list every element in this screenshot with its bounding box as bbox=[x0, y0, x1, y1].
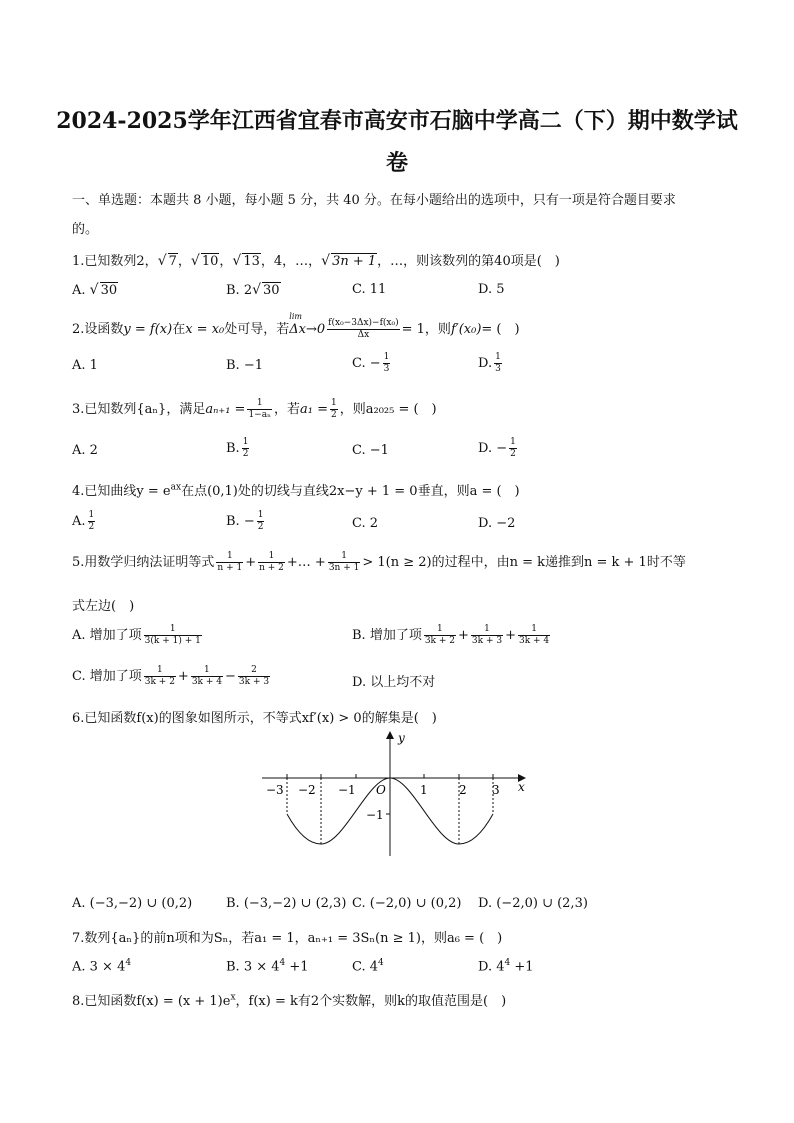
question-5-stem: 5.用数学归纳法证明等式 $\frac{1}{n + 1}$ + $\frac{1}{n + 2}$ +… + $\frac{1}{3n + 1}$ > 1(n ≥ 2)的过程中，由n = k递推到n = k + 1时不等 bbox=[72, 551, 686, 573]
question-2-stem: 2.设函数y = f(x)在x = x₀处可导，若 lim Δx→0 $\frac{\text{f(x₀−3Δx)−f(x₀)}}{\Delta x}$ = 1，则f′(x₀)= ( ) bbox=[72, 312, 520, 340]
question-3-option-d[interactable]: D. − $\frac{1}{2}$ bbox=[478, 437, 516, 459]
y-tick-neg1: −1 bbox=[366, 808, 384, 822]
question-4-option-b[interactable]: B. − $\frac{1}{2}$ bbox=[226, 510, 264, 532]
question-2-option-d[interactable]: D. $\frac{1}{3}$ bbox=[478, 352, 501, 374]
question-6-option-d[interactable]: D. (−2,0) ∪ (2,3) bbox=[478, 896, 588, 911]
question-5-stem-line-2: 式左边( ) bbox=[72, 599, 135, 614]
section-header-line-2: 的。 bbox=[72, 222, 99, 237]
question-1-stem: 1.已知数列2，√ 7，√ 10，√ 13，4，…，√ 3n + 1，…，则该数列的第40项是( ) bbox=[72, 253, 560, 269]
origin-label: O bbox=[376, 783, 386, 797]
question-5-option-d[interactable]: D. 以上均不对 bbox=[352, 675, 436, 690]
tick-neg3: −3 bbox=[266, 783, 284, 797]
question-2-option-b[interactable]: B. −1 bbox=[226, 358, 263, 373]
question-7-stem: 7.数列{aₙ}的前n项和为Sₙ，若a₁ = 1，aₙ₊₁ = 3Sₙ(n ≥ 1)，则a₆ = ( ) bbox=[72, 931, 503, 946]
tick-2: 2 bbox=[459, 783, 467, 797]
question-6-option-c[interactable]: C. (−2,0) ∪ (0,2) bbox=[352, 896, 462, 911]
tick-neg2: −2 bbox=[298, 783, 316, 797]
question-5-option-b[interactable]: B. 增加了项 $\frac{1}{3k + 2}$ + $\frac{1}{3k + 3}$ + $\frac{1}{3k + 4}$ bbox=[352, 624, 550, 646]
question-6-stem: 6.已知函数f(x)的图象如图所示，不等式xf′(x) > 0的解集是( ) bbox=[72, 711, 437, 726]
question-3-option-a[interactable]: A. 2 bbox=[72, 443, 98, 458]
question-4-option-c[interactable]: C. 2 bbox=[352, 516, 379, 531]
tick-3: 3 bbox=[492, 783, 500, 797]
question-1-option-b[interactable]: B. 2√ 30 bbox=[226, 282, 280, 298]
question-3-option-b[interactable]: B. $\frac{1}{2}$ bbox=[226, 437, 249, 459]
y-axis-label: y bbox=[398, 731, 405, 745]
question-7-option-a[interactable]: A. $3 \times 4^4$ bbox=[72, 958, 132, 975]
question-6-option-b[interactable]: B. (−3,−2) ∪ (2,3) bbox=[226, 896, 347, 911]
question-1-option-a[interactable]: A. √ 30 bbox=[72, 282, 118, 298]
question-4-option-d[interactable]: D. −2 bbox=[478, 516, 516, 531]
title-line-1: 2024-2025学年江西省宜春市高安市石脑中学高二（下）期中数学试 bbox=[56, 108, 738, 134]
question-7-option-c[interactable]: C. $4^4$ bbox=[352, 958, 384, 975]
question-2-option-a[interactable]: A. 1 bbox=[72, 358, 98, 373]
tick-1: 1 bbox=[420, 783, 428, 797]
question-3-option-c[interactable]: C. −1 bbox=[352, 443, 389, 458]
title-line-2: 卷 bbox=[385, 150, 408, 176]
question-7-option-b[interactable]: B. $3 \times 4^4 +1$ bbox=[226, 958, 309, 975]
x-axis-label: x bbox=[518, 780, 525, 794]
question-8-stem: 8.已知函数$f(x) = (x + 1)e^x$，f(x) = k有2个实数解，则k的取值范围是( ) bbox=[72, 992, 507, 1009]
question-1-option-d[interactable]: D. 5 bbox=[478, 282, 505, 297]
question-7-option-d[interactable]: D. $4^4 +1$ bbox=[478, 958, 534, 975]
question-2-option-c[interactable]: C. − $\frac{1}{3}$ bbox=[352, 352, 390, 374]
question-4-stem: 4.已知曲线$y = e^{ax}$在点(0,1)处的切线与直线2x−y + 1 = 0垂直，则a = ( ) bbox=[72, 482, 520, 499]
section-header-line-1: 一、单选题：本题共 8 小题，每小题 5 分，共 40 分。在每小题给出的选项中，只有一项是符合题目要求 bbox=[72, 193, 676, 208]
question-1-option-c[interactable]: C. 11 bbox=[352, 282, 387, 297]
question-4-option-a[interactable]: A. $\frac{1}{2}$ bbox=[72, 510, 95, 532]
question-3-stem: 3.已知数列{aₙ}，满足aₙ₊₁ = $\frac{1}{\text{1−aₙ}}$ ，若a₁ = $\frac{1}{2}$ ，则a₂₀₂₅ = ( ) bbox=[72, 398, 437, 420]
question-5-option-a[interactable]: A. 增加了项 $\frac{1}{3(k + 1) + 1}$ bbox=[72, 624, 201, 646]
question-5-option-c[interactable]: C. 增加了项 $\frac{1}{3k + 2}$ + $\frac{1}{3k + 4}$ − $\frac{2}{3k + 3}$ bbox=[72, 665, 270, 687]
question-6-option-a[interactable]: A. (−3,−2) ∪ (0,2) bbox=[72, 896, 193, 911]
tick-neg1: −1 bbox=[338, 783, 356, 797]
function-graph bbox=[260, 728, 530, 863]
